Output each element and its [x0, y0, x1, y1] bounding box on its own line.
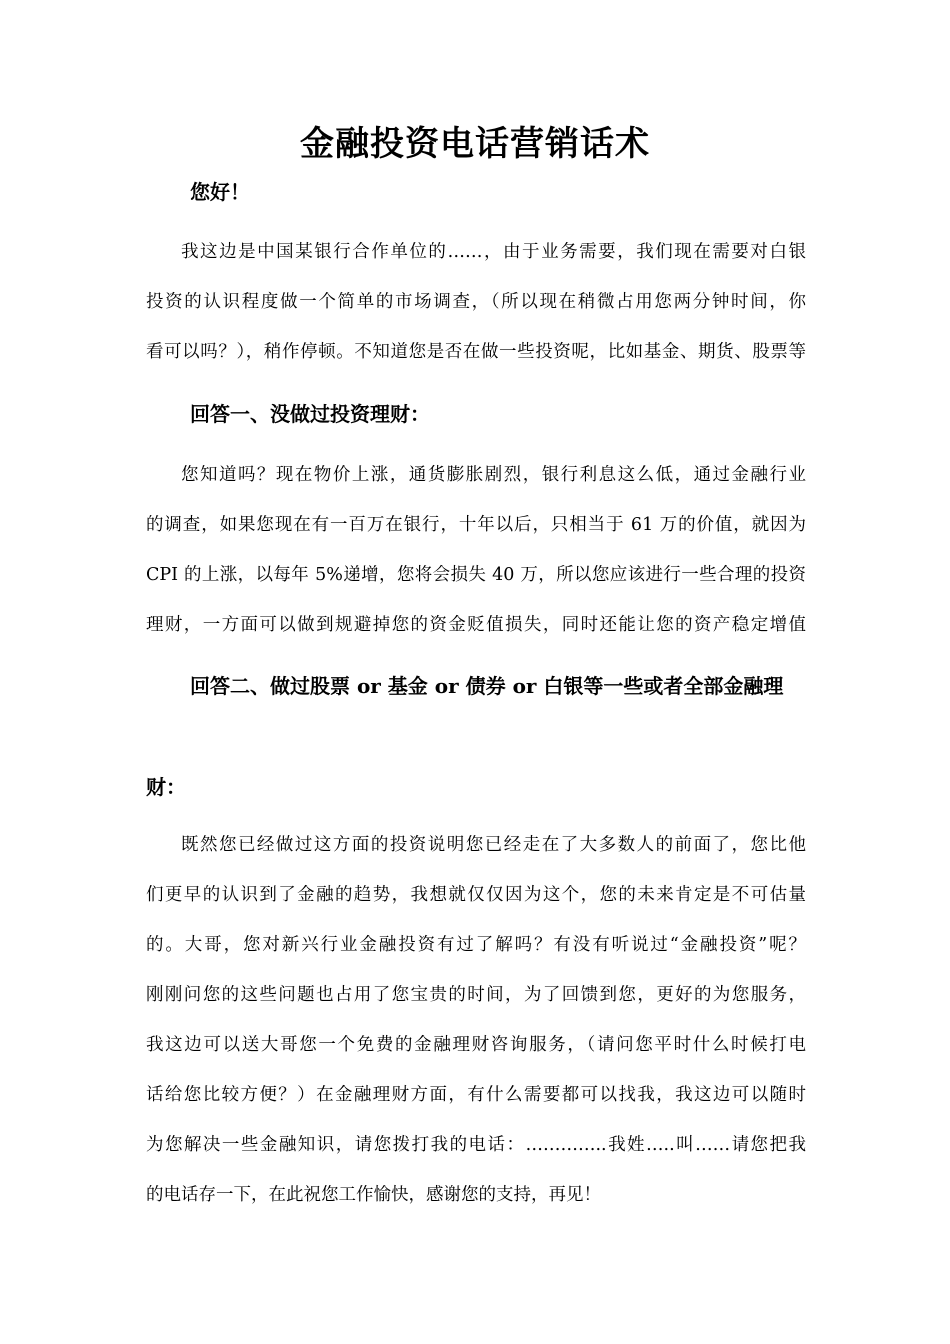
paragraph-line: 投资的认识程度做一个简单的市场调查，（所以现在稍微占用您两分钟时间，你 [146, 292, 806, 312]
paragraph-line: 既然您已经做过这方面的投资说明您已经走在了大多数人的前面了，您比他 [181, 835, 806, 855]
greeting: 您好！ [190, 180, 250, 204]
paragraph-line: 的。大哥，您对新兴行业金融投资有过了解吗？有没有听说过“金融投资”呢？ [146, 935, 806, 955]
answer2-paragraph [146, 833, 806, 1233]
paragraph-line: 们更早的认识到了金融的趋势，我想就仅仅因为这个，您的未来肯定是不可估量 [146, 885, 806, 905]
intro-paragraph [146, 240, 806, 390]
answer2-heading: 回答二、做过股票 or 基金 or 债券 or 白银等一些或者全部金融理 [190, 674, 784, 698]
answer1-heading: 回答一、没做过投资理财： [190, 402, 430, 426]
paragraph-line: 我这边可以送大哥您一个免费的金融理财咨询服务，（请问您平时什么时候打电 [146, 1035, 806, 1055]
answer1-paragraph [146, 463, 806, 663]
paragraph-line: CPI 的上涨，以每年 5%递增，您将会损失 40 万，所以您应该进行一些合理的投资 [146, 565, 806, 585]
paragraph-line: 的电话存一下，在此祝您工作愉快，感谢您的支持，再见！ [146, 1185, 601, 1205]
paragraph-line: 您知道吗？现在物价上涨，通货膨胀剧烈，银行利息这么低，通过金融行业 [181, 465, 806, 485]
paragraph-line: 为您解决一些金融知识，请您拨打我的电话：…………..我姓…..叫……请您把我 [146, 1135, 806, 1155]
document-title: 金融投资电话营销话术 [300, 124, 650, 164]
answer2-heading-continued: 财： [146, 775, 186, 799]
paragraph-line: 我这边是中国某银行合作单位的……，由于业务需要，我们现在需要对白银 [181, 242, 806, 262]
paragraph-line: 的调查，如果您现在有一百万在银行，十年以后，只相当于 61 万的价值，就因为 [146, 515, 806, 535]
paragraph-line: 刚刚问您的这些问题也占用了您宝贵的时间，为了回馈到您，更好的为您服务， [146, 985, 806, 1005]
paragraph-line: 话给您比较方便？）在金融理财方面，有什么需要都可以找我，我这边可以随时 [146, 1085, 806, 1105]
paragraph-line: 看可以吗？），稍作停顿。不知道您是否在做一些投资呢，比如基金、期货、股票等 [146, 342, 806, 362]
paragraph-line: 理财，一方面可以做到规避掉您的资金贬值损失，同时还能让您的资产稳定增值 [146, 615, 806, 635]
